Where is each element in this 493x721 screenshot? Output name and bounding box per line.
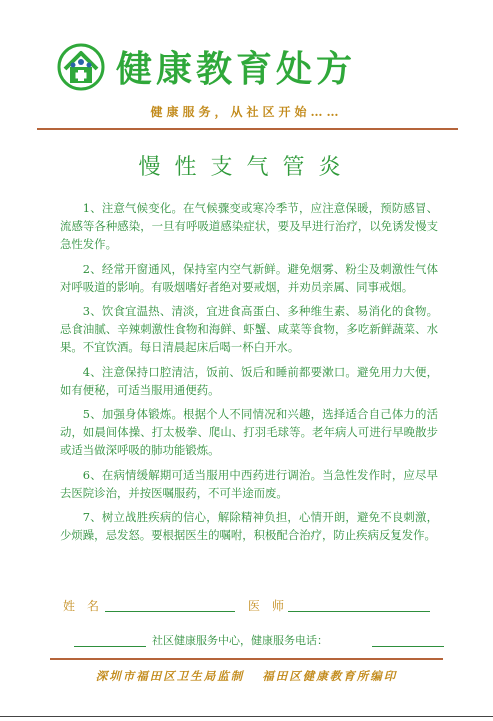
advice-item-1: 1、注意气候变化。在气候骤变或寒冷季节，应注意保暖，预防感冒、流感等各种感染，一旦有呼吸道感染症状，要及早进行治疗，以免诱发慢支急性发作。 — [60, 201, 438, 252]
name-label: 姓 名 — [63, 599, 100, 613]
service-center-text: 社区健康服务中心，健康服务电话： — [152, 634, 328, 647]
doctor-field-line[interactable] — [288, 611, 430, 612]
page-edge-line — [0, 716, 493, 717]
footer-credit: 深圳市福田区卫生局监制 福田区健康教育所编印 — [95, 669, 398, 683]
phone-field-line[interactable] — [372, 646, 444, 647]
advice-item-4: 4、注意保持口腔清洁，饭前、饭后和睡前都要漱口。避免用力大便，如有便秘，可适当服用通便药。 — [60, 364, 438, 397]
advice-item-7: 7、树立战胜疾病的信心，解除精神负担，心情开朗，避免不良刺激，少烦躁，忌发怒。要根据医生的嘱咐，积极配合治疗，防止疾病反复发作。 — [60, 510, 438, 543]
advice-item-6: 6、在病情缓解期可适当服用中西药进行调治。当急性发作时，应尽早去医院诊治，并按医嘱服药，不可半途而废。 — [60, 467, 438, 500]
bottom-divider — [50, 658, 443, 660]
center-name-field-line[interactable] — [74, 646, 146, 647]
name-field-line[interactable] — [105, 611, 235, 612]
advice-item-3: 3、饮食宜温热、清淡，宜进食高蛋白、多种维生素、易消化的食物。忌食油腻、辛辣刺激性食物和海鲜、虾蟹、咸菜等食物，多吃新鲜蔬菜、水果。不宜饮酒。每日清晨起床后喝一杯白开水。 — [60, 304, 438, 355]
prescription-body — [60, 199, 438, 550]
service-center-row — [74, 632, 424, 650]
doctor-label: 医 师 — [248, 599, 285, 613]
brand-title: 健康教育处方 — [116, 48, 357, 90]
health-logo-icon — [57, 43, 105, 91]
signature-row — [63, 597, 433, 615]
advice-item-2: 2、经常开窗通风，保持室内空气新鲜。避免烟雾、粉尘及刺激性气体对呼吸道的影响。有吸烟嗜好者绝对要戒烟，并劝员亲属、同事戒烟。 — [60, 261, 438, 294]
advice-item-5: 5、加强身体锻炼。根据个人不同情况和兴趣，选择适合自己体力的活动，如晨间体操、打太极拳、爬山、打羽毛球等。老年病人可进行早晚散步或适当做深呼吸的肺功能锻炼。 — [60, 407, 438, 458]
document-title: 慢性支气管炎 — [138, 155, 355, 180]
slogan: 健康服务，从社区开始…… — [150, 105, 343, 119]
top-divider — [37, 128, 458, 130]
